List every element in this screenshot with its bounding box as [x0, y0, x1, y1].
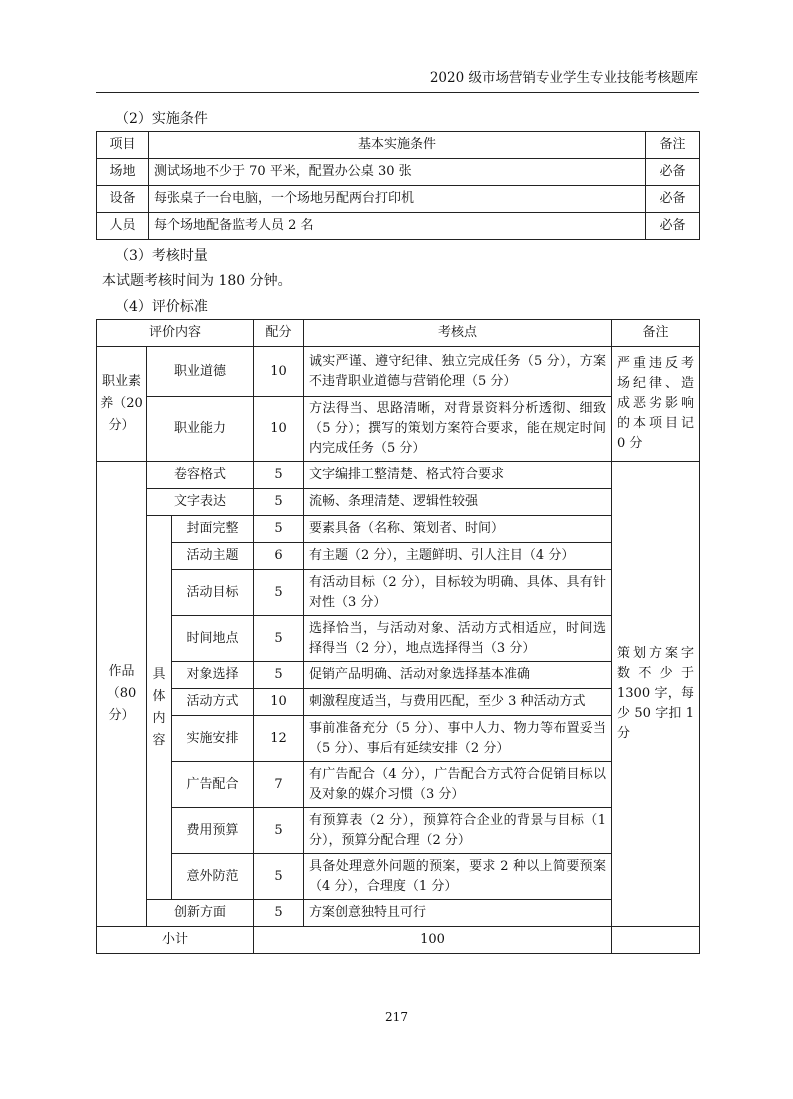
- criterion-desc: 诚实严谨、遵守纪律、独立完成任务（5 分），方案不违背职业道德与营销伦理（5 分）: [304, 347, 612, 397]
- total-label: 小计: [97, 927, 254, 954]
- criterion-name: 意外防范: [172, 854, 254, 900]
- criterion-name: 活动目标: [172, 570, 254, 616]
- exam-time-text: 本试题考核时间为 180 分钟。: [102, 273, 292, 289]
- criterion-desc: 流畅、条理清楚、逻辑性较强: [304, 489, 612, 516]
- cond-text: 每张桌子一台电脑，一个场地另配两台打印机: [149, 186, 646, 213]
- section-3-title: （3）考核时量: [115, 248, 208, 264]
- total-row: [97, 927, 700, 954]
- criterion-name: 活动主题: [172, 543, 254, 570]
- cond-header-item: 项目: [97, 132, 149, 159]
- criterion-score: 5: [254, 489, 304, 516]
- table-row: [97, 213, 700, 240]
- table-row: [97, 543, 700, 570]
- cond-text: 测试场地不少于 70 平米，配置办公桌 30 张: [149, 159, 646, 186]
- criterion-name: 卷容格式: [147, 462, 254, 489]
- criterion-score: 5: [254, 662, 304, 689]
- cond-header-cond: 基本实施条件: [149, 132, 646, 159]
- cond-item: 设备: [97, 186, 149, 213]
- criterion-name: 活动方式: [172, 689, 254, 716]
- eval-header-content: 评价内容: [97, 320, 254, 347]
- eval-header-score: 配分: [254, 320, 304, 347]
- header-rule: [96, 92, 699, 93]
- table-row: [97, 662, 700, 689]
- work-note: 策划方案字数不少于 1300 字，每少 50 字扣 1 分: [612, 462, 700, 927]
- criterion-name: 广告配合: [172, 762, 254, 808]
- criterion-desc: 方案创意独特且可行: [304, 900, 612, 927]
- criterion-score: 7: [254, 762, 304, 808]
- work-label: 作品（80分）: [97, 462, 147, 927]
- section-2-title: （2）实施条件: [115, 111, 208, 127]
- work-sub-label: 具体内容: [147, 516, 172, 900]
- criterion-score: 5: [254, 616, 304, 662]
- criterion-name: 封面完整: [172, 516, 254, 543]
- cond-item: 人员: [97, 213, 149, 240]
- table-row: [97, 716, 700, 762]
- criterion-score: 12: [254, 716, 304, 762]
- criterion-name: 创新方面: [147, 900, 254, 927]
- criterion-score: 6: [254, 543, 304, 570]
- criterion-desc: 要素具备（名称、策划者、时间）: [304, 516, 612, 543]
- criterion-desc: 有广告配合（4 分），广告配合方式符合促销目标以及对象的媒介习惯（3 分）: [304, 762, 612, 808]
- criterion-score: 5: [254, 900, 304, 927]
- table-row: [97, 808, 700, 854]
- criterion-name: 文字表达: [147, 489, 254, 516]
- table-row: [97, 854, 700, 900]
- table-row: [97, 397, 700, 462]
- criterion-desc: 刺激程度适当，与费用匹配，至少 3 种活动方式: [304, 689, 612, 716]
- criterion-name: 费用预算: [172, 808, 254, 854]
- table-row: [97, 689, 700, 716]
- page-header: 2020 级市场营销专业学生专业技能考核题库: [429, 70, 698, 86]
- criterion-desc: 有主题（2 分），主题鲜明、引人注目（4 分）: [304, 543, 612, 570]
- page-number: 217: [385, 1010, 408, 1024]
- criterion-score: 5: [254, 516, 304, 543]
- criterion-desc: 有预算表（2 分），预算符合企业的背景与目标（1 分），预算分配合理（2 分）: [304, 808, 612, 854]
- criterion-desc: 事前准备充分（5 分）、事中人力、物力等布置妥当（5 分）、事后有延续安排（2 分）: [304, 716, 612, 762]
- cond-item: 场地: [97, 159, 149, 186]
- criterion-score: 10: [254, 347, 304, 397]
- cond-note: 必备: [646, 213, 700, 240]
- table-row: [97, 186, 700, 213]
- table-row: [97, 347, 700, 397]
- eval-header-note: 备注: [612, 320, 700, 347]
- table-row: [97, 616, 700, 662]
- conditions-table: [96, 131, 700, 240]
- criterion-desc: 有活动目标（2 分），目标较为明确、具体、具有针对性（3 分）: [304, 570, 612, 616]
- cond-note: 必备: [646, 159, 700, 186]
- criterion-score: 5: [254, 462, 304, 489]
- criterion-name: 职业道德: [147, 347, 254, 397]
- criterion-name: 对象选择: [172, 662, 254, 689]
- criterion-desc: 方法得当、思路清晰，对背景资料分析透彻、细致（5 分）；撰写的策划方案符合要求，能在规定时间内完成任务（5 分）: [304, 397, 612, 462]
- table-row: [97, 462, 700, 489]
- evaluation-table: [96, 319, 700, 954]
- criterion-score: 10: [254, 397, 304, 462]
- criterion-score: 5: [254, 854, 304, 900]
- criterion-name: 时间地点: [172, 616, 254, 662]
- criterion-desc: 文字编排工整清楚、格式符合要求: [304, 462, 612, 489]
- cond-text: 每个场地配备监考人员 2 名: [149, 213, 646, 240]
- criterion-desc: 选择恰当，与活动对象、活动方式相适应，时间选择得当（2 分），地点选择得当（3 分）: [304, 616, 612, 662]
- table-row: [97, 900, 700, 927]
- prof-label: 职业素养（20分）: [97, 347, 147, 462]
- criterion-score: 5: [254, 570, 304, 616]
- total-value: 100: [254, 927, 612, 954]
- prof-note: 严重违反考场纪律、造成恶劣影响的本项目记 0 分: [612, 347, 700, 462]
- cond-header-note: 备注: [646, 132, 700, 159]
- table-row: [97, 570, 700, 616]
- table-row: [97, 762, 700, 808]
- criterion-score: 5: [254, 808, 304, 854]
- table-row: [97, 159, 700, 186]
- section-4-title: （4）评价标准: [115, 299, 208, 315]
- criterion-desc: 具备处理意外问题的预案，要求 2 种以上简要预案（4 分），合理度（1 分）: [304, 854, 612, 900]
- table-row: [97, 516, 700, 543]
- cond-note: 必备: [646, 186, 700, 213]
- criterion-name: 职业能力: [147, 397, 254, 462]
- table-row: [97, 489, 700, 516]
- criterion-name: 实施安排: [172, 716, 254, 762]
- eval-header-points: 考核点: [304, 320, 612, 347]
- total-note-empty: [612, 927, 700, 954]
- criterion-desc: 促销产品明确、活动对象选择基本准确: [304, 662, 612, 689]
- criterion-score: 10: [254, 689, 304, 716]
